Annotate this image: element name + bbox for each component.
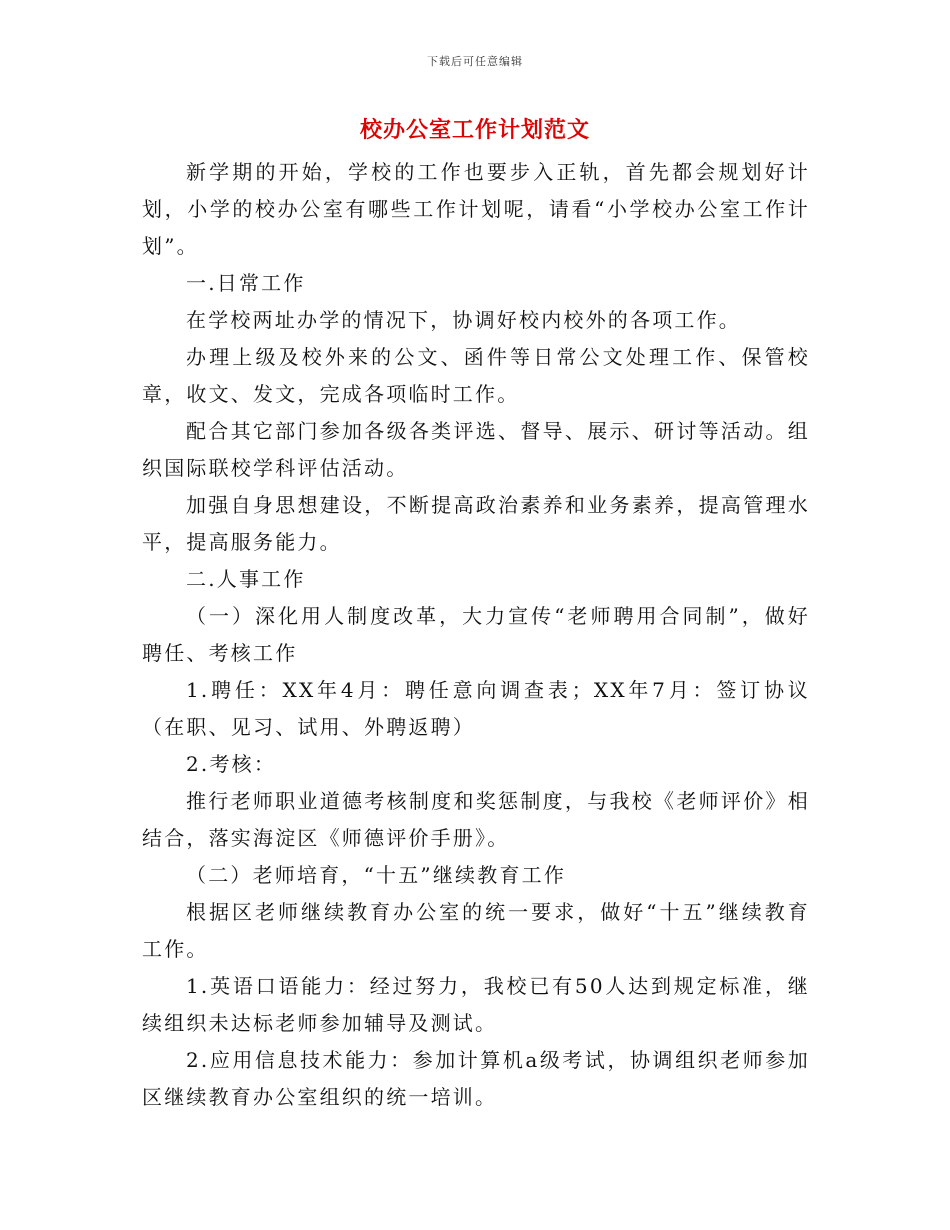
paragraph: 2.考核： [186, 752, 277, 776]
paragraph-intro: 新学期的开始，学校的工作也要步入正轨，首先都会规划好计划，小学的校办公室有哪些工作计划呢，请看“小学校办公室工作计划”。 [142, 160, 810, 258]
subsection-heading: （一）深化用人制度改革，大力宣传“老师聘用合同制”，做好聘任、考核工作 [142, 604, 810, 665]
paragraph: 1.聘任：XX年4月：聘任意向调查表；XX年7月：签订协议（在职、见习、试用、外聘返聘） [142, 678, 810, 739]
header-note: 下载后可任意编辑 [427, 55, 523, 68]
paragraph: 根据区老师继续教育办公室的统一要求，做好“十五”继续教育工作。 [142, 900, 810, 961]
paragraph: 2.应用信息技术能力：参加计算机a级考试，协调组织老师参加区继续教育办公室组织的统一培训。 [142, 1048, 810, 1109]
document-title: 校办公室工作计划范文 [359, 117, 590, 143]
paragraph: 推行老师职业道德考核制度和奖惩制度，与我校《老师评价》相结合，落实海淀区《师德评价手册》。 [142, 789, 810, 850]
subsection-heading: （二）老师培育，“十五”继续教育工作 [186, 863, 567, 887]
document-body [142, 154, 810, 1116]
paragraph: 1.英语口语能力：经过努力，我校已有50人达到规定标准，继续组织未达标老师参加辅导及测试。 [142, 974, 810, 1035]
paragraph: 办理上级及校外来的公文、函件等日常公文处理工作、保管校章，收文、发文，完成各项临时工作。 [142, 345, 810, 406]
section-heading-personnel-work: 二.人事工作 [186, 567, 306, 591]
paragraph: 在学校两址办学的情况下，协调好校内校外的各项工作。 [186, 308, 741, 332]
section-heading-daily-work: 一.日常工作 [186, 271, 306, 295]
paragraph: 配合其它部门参加各级各类评选、督导、展示、研讨等活动。组织国际联校学科评估活动。 [142, 419, 810, 480]
paragraph: 加强自身思想建设，不断提高政治素养和业务素养，提高管理水平，提高服务能力。 [142, 493, 810, 554]
